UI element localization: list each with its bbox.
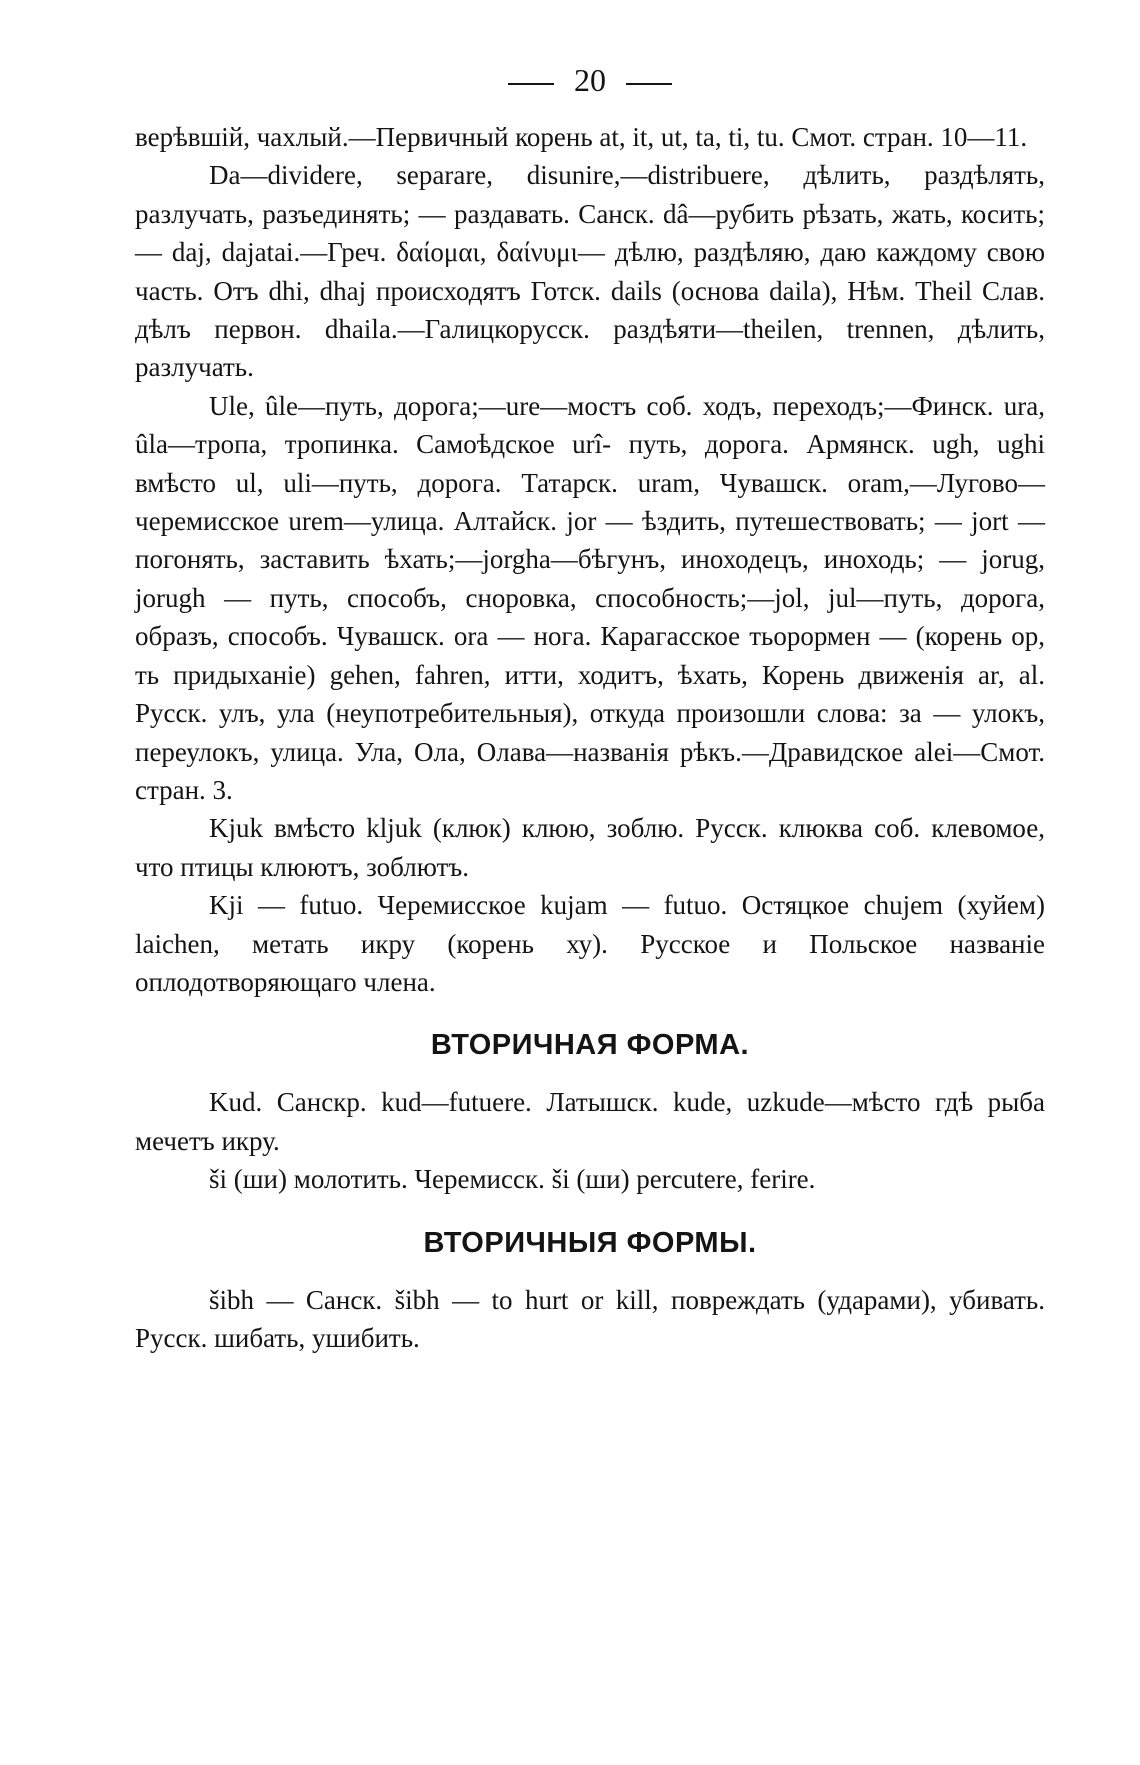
page-number: 20 [574, 62, 606, 98]
paragraph-ule: Ule, ûle—путь, дорога;—ure—мостъ соб. ходъ, переходъ;—Финск. ura, ûla—тропа, тропинка. Самоѣдское urî- путь, дорога. Армянск. ugh, ughi вмѣсто ul, uli—путь, дорога. Татарск. uram, Чувашск. oram,—Лугово—черемисское urem—улица. Алтайск. jor — ѣздить, путешествовать; — jort —погонять, заставить ѣхать;—jorgha—бѣгунъ, иноходецъ, иноходь; — jorug, jorugh — путь, способъ, сноровка, способность;—jol, jul—путь, дорога, образъ, способъ. Чувашск. ora — нога. Карагасское тьорормен — (корень ор, ть придыханіе) gehen, fahren, итти, ходитъ, ѣхать, Корень движенія ar, al. Русск. улъ, ула (неупотребительныя), откуда произошли слова: за — улокъ, переулокъ, улица. Ула, Ола, Олава—названія рѣкъ.—Дравидское alei—Смот. стран. 3. [135, 390, 1045, 805]
page-number-dash-left [508, 83, 554, 85]
paragraph-kji: Kji — futuo. Черемисское kujam — futuo. Остяцкое chujem (хуйем) laichen, метать икру (корень ху). Русское и Польское названіе оплодотворяющаго члена. [135, 890, 1045, 997]
book-page [135, 60, 1045, 1357]
page-number-dash-right [626, 83, 672, 85]
paragraph-continuation: верѣвшій, чахлый.—Первичный корень at, it, ut, ta, ti, tu. Смот. стран. 10—11. [135, 122, 1028, 152]
paragraph-da: Da—dividere, separare, disunire,—distribuere, дѣлить, раздѣлять, разлучать, разъединять; — раздавать. Санск. dâ—рубить рѣзать, жать, косить; — daj, dajatai.—Греч. δαίομαι, δαίνυμι— дѣлю, раздѣляю, даю каждому свою часть. Отъ dhi, dhaj происходятъ Готск. dails (основа daila), Нѣм. Theil Слав. дѣлъ первон. dhaila.—Галицкорусск. раздѣяти—theilen, trennen, дѣлить, разлучать. [135, 160, 1045, 383]
paragraph-kud: Kud. Санскр. kud—futuere. Латышск. kude, uzkude—мѣсто гдѣ рыба мечетъ икру. [135, 1087, 1045, 1156]
page-number-line [135, 60, 1045, 100]
section-secondary-forms [135, 1281, 1045, 1358]
paragraph-kjuk: Kjuk вмѣсто kljuk (клюк) клюю, зоблю. Русск. клюква соб. клевомое, что птицы клюютъ, зоблютъ. [135, 813, 1045, 882]
paragraph-sibh: šibh — Санск. šibh — to hurt or kill, повреждать (ударами), убивать. Русск. шибать, ушибить. [135, 1284, 1045, 1353]
section-heading-secondary-forms: ВТОРИЧНЫЯ ФОРМЫ. [423, 1226, 757, 1259]
section-heading-secondary-form: ВТОРИЧНАЯ ФОРМА. [430, 1029, 750, 1062]
paragraph-si: ši (ши) молотить. Черемисск. ši (ши) percutere, ferire. [209, 1164, 816, 1195]
section-secondary-form [135, 1083, 1045, 1198]
